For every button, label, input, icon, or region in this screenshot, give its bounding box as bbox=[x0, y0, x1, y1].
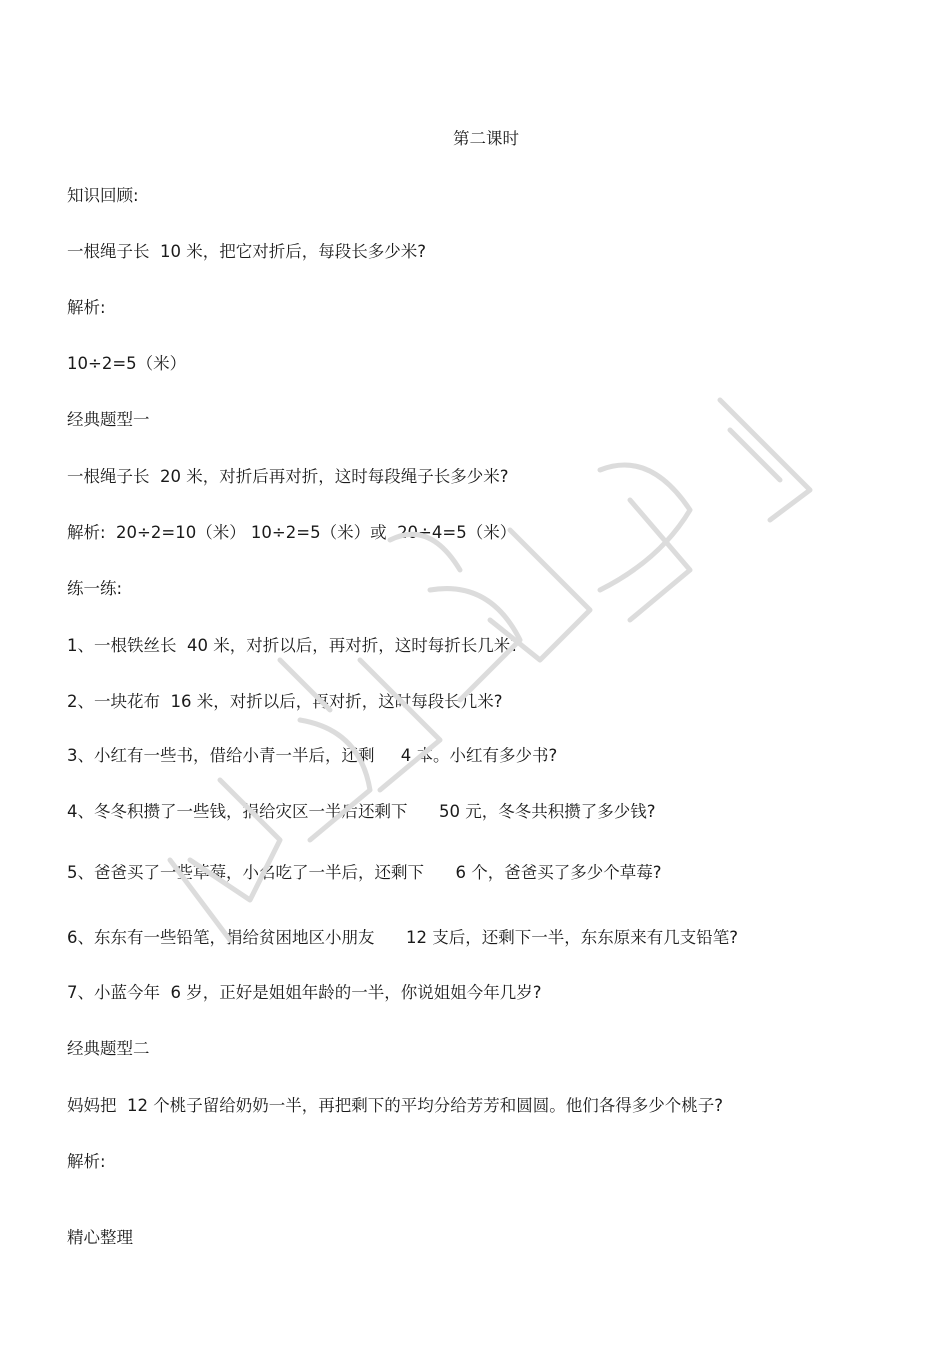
type2-heading: 经典题型二 bbox=[67, 1039, 150, 1058]
page-title: 第二课时 bbox=[453, 129, 519, 148]
practice-item: 7、小蓝今年 6 岁，正好是姐姐年龄的一半，你说姐姐今年几岁? bbox=[67, 983, 542, 1002]
review-question: 一根绳子长 10 米，把它对折后，每段长多少米? bbox=[67, 242, 426, 261]
type1-question: 一根绳子长 20 米，对折后再对折，这时每段绳子长多少米? bbox=[67, 467, 509, 486]
footer-text: 精心整理 bbox=[67, 1228, 133, 1247]
practice-item: 6、东东有一些铅笔，捐给贫困地区小朋友 12 支后，还剩下一半，东东原来有几支铅笔? bbox=[67, 928, 738, 947]
type1-analysis: 解析: 20÷2=10（米） 10÷2=5（米）或 20÷4=5（米） bbox=[67, 523, 517, 542]
practice-item: 4、冬冬积攒了一些钱，捐给灾区一半后还剩下 50 元，冬冬共积攒了多少钱? bbox=[67, 802, 656, 821]
type2-analysis-label: 解析: bbox=[67, 1152, 106, 1171]
practice-item: 1、一根铁丝长 40 米，对折以后，再对折，这时每折长几米? bbox=[67, 636, 519, 655]
review-answer: 10÷2=5（米） bbox=[67, 354, 187, 373]
type1-heading: 经典题型一 bbox=[67, 410, 150, 429]
practice-item: 3、小红有一些书，借给小青一半后，还剩 4 本。小红有多少书? bbox=[67, 746, 558, 765]
practice-item: 2、一块花布 16 米，对折以后，再对折，这时每段长几米? bbox=[67, 692, 503, 711]
review-analysis-label: 解析: bbox=[67, 298, 106, 317]
practice-heading: 练一练: bbox=[67, 579, 123, 598]
review-heading: 知识回顾: bbox=[67, 186, 139, 205]
watermark-graphic bbox=[130, 360, 830, 1000]
practice-item: 5、爸爸买了一些草莓，小名吃了一半后，还剩下 6 个，爸爸买了多少个草莓? bbox=[67, 863, 662, 882]
type2-question: 妈妈把 12 个桃子留给奶奶一半，再把剩下的平均分给芳芳和圆圆。他们各得多少个桃子? bbox=[67, 1096, 723, 1115]
